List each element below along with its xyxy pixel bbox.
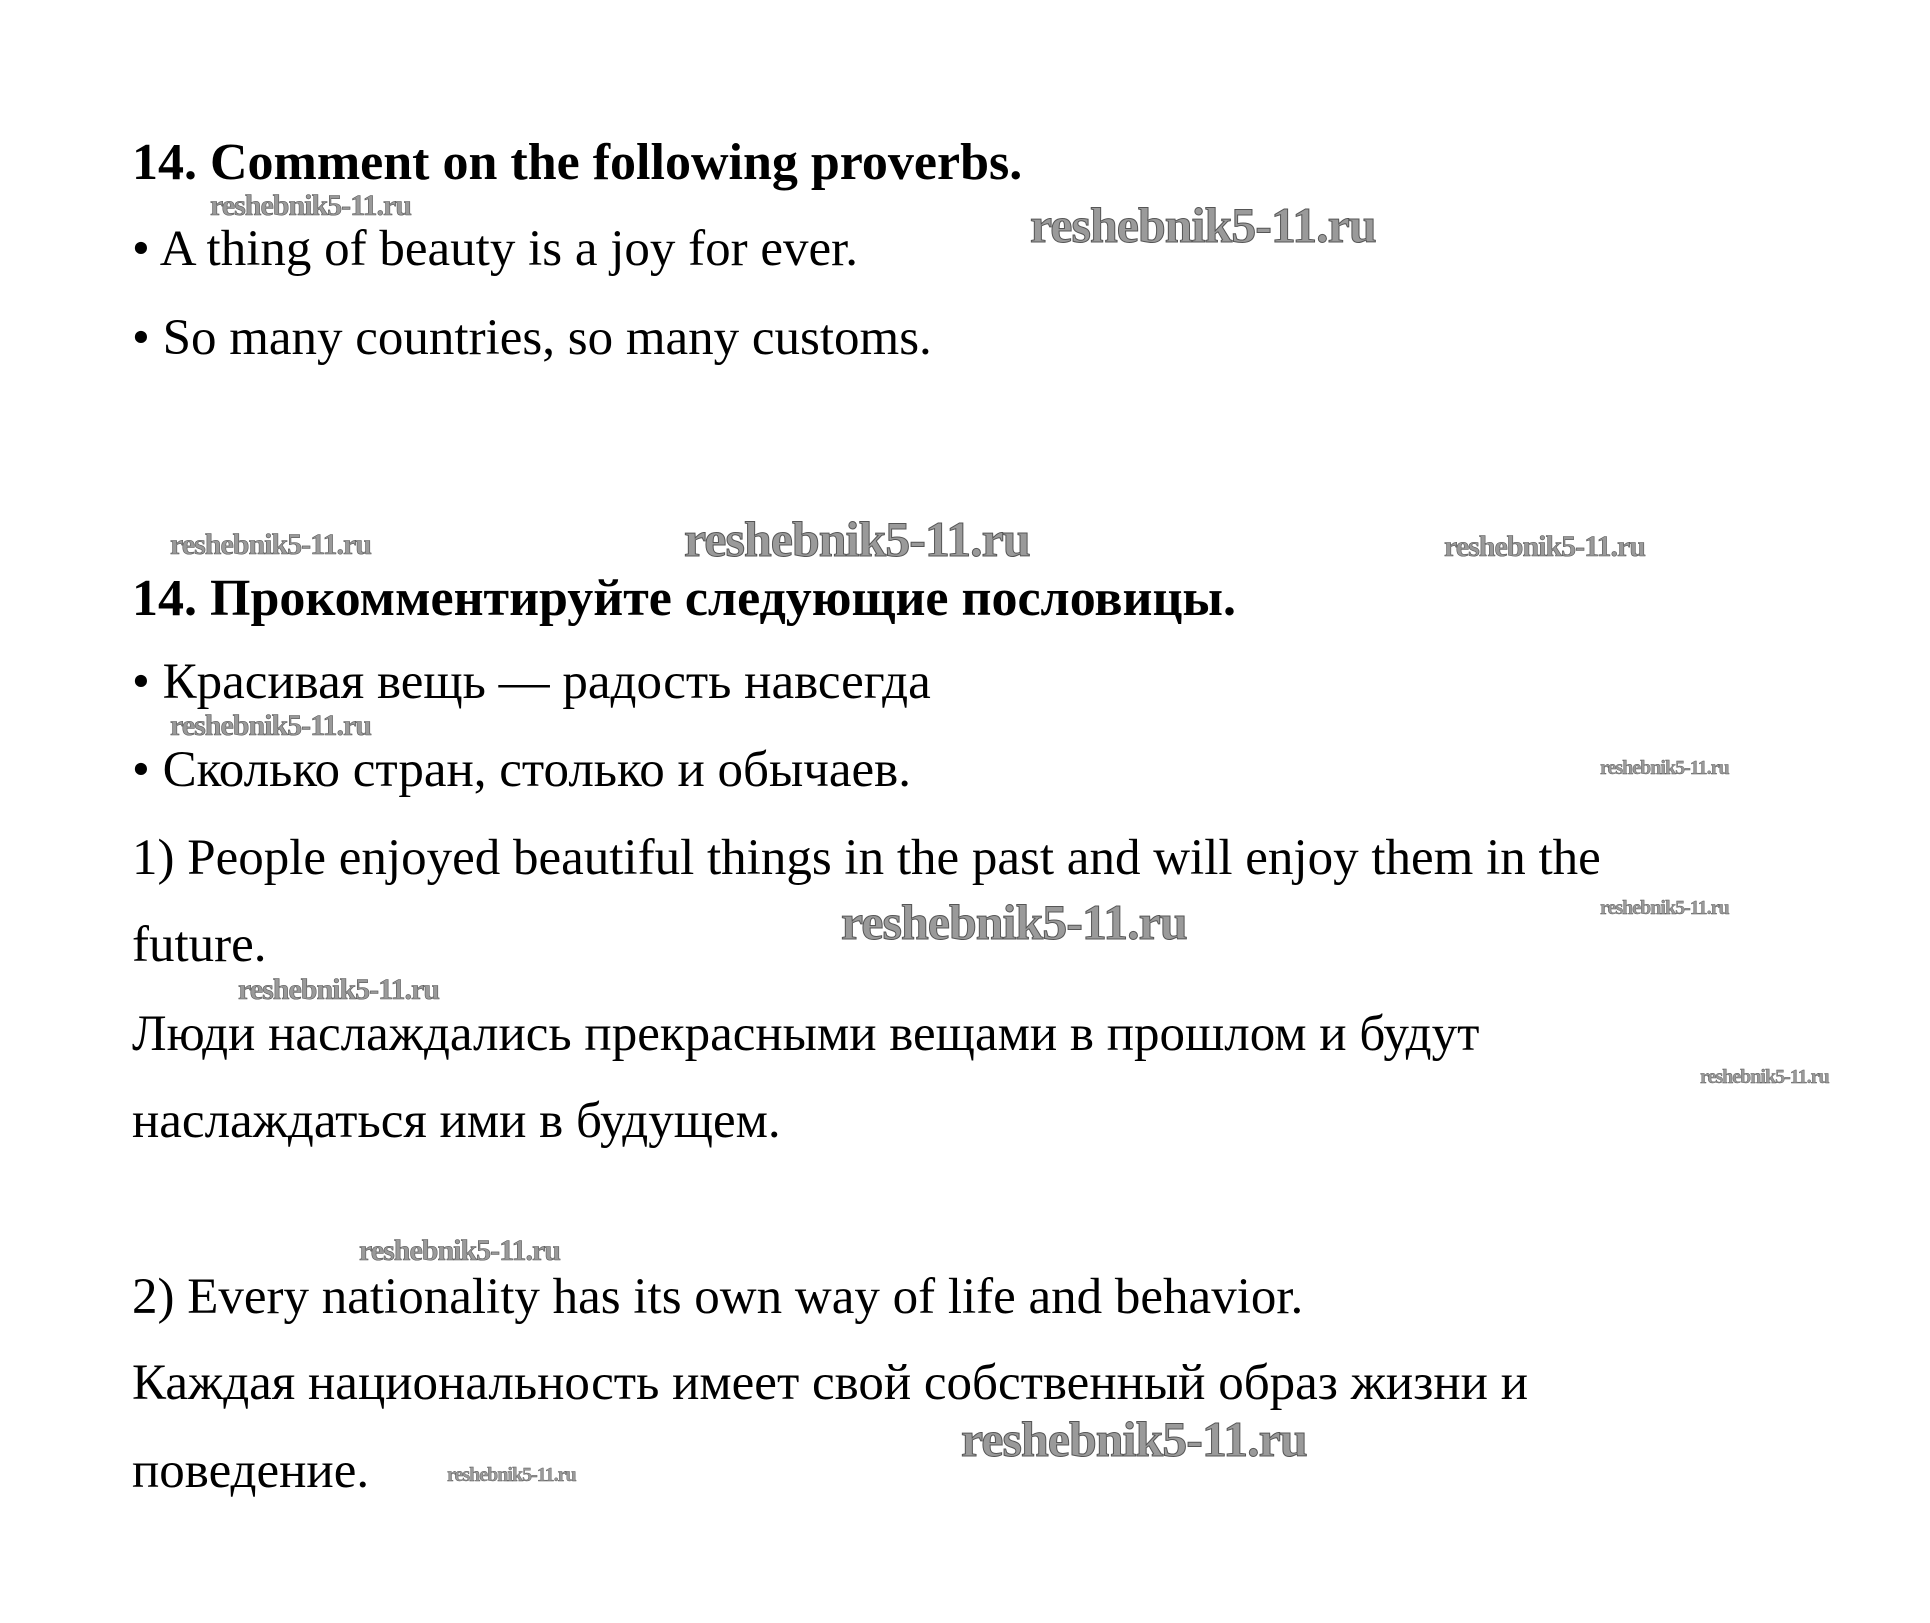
watermark: reshebnik5-11.ru <box>961 1411 1307 1467</box>
answer-1-russian: Люди наслаждались прекрасными вещами в прошлом и будут <box>132 1006 1480 1062</box>
watermark: reshebnik5-11.ru <box>210 189 411 222</box>
answer-2-english: 2) Every nationality has its own way of life and behavior. <box>132 1269 1304 1325</box>
answer-1-english: 1) People enjoyed beautiful things in the past and will enjoy them in the <box>132 830 1601 886</box>
watermark: reshebnik5-11.ru <box>1600 757 1729 779</box>
english-heading: 14. Comment on the following proverbs. <box>132 134 1023 191</box>
answer-2-russian: Каждая национальность имеет свой собственный образ жизни и <box>132 1355 1529 1411</box>
watermark: reshebnik5-11.ru <box>238 973 439 1006</box>
watermark: reshebnik5-11.ru <box>170 709 371 742</box>
watermark: reshebnik5-11.ru <box>359 1234 560 1267</box>
english-proverb: • So many countries, so many customs. <box>132 310 932 366</box>
watermark: reshebnik5-11.ru <box>447 1464 576 1486</box>
watermark: reshebnik5-11.ru <box>684 511 1030 567</box>
english-proverb: • A thing of beauty is a joy for ever. <box>132 221 859 277</box>
watermark: reshebnik5-11.ru <box>1444 530 1645 563</box>
watermark: reshebnik5-11.ru <box>1030 197 1376 253</box>
watermark: reshebnik5-11.ru <box>1600 897 1729 919</box>
russian-proverb: • Сколько стран, столько и обычаев. <box>132 742 911 798</box>
answer-2-russian: поведение. <box>132 1443 370 1499</box>
russian-heading: 14. Прокомментируйте следующие пословицы. <box>132 570 1237 627</box>
answer-1-russian: наслаждаться ими в будущем. <box>132 1093 781 1149</box>
watermark: reshebnik5-11.ru <box>841 894 1187 950</box>
watermark: reshebnik5-11.ru <box>1700 1066 1829 1088</box>
russian-proverb: • Красивая вещь — радость навсегда <box>132 654 931 710</box>
answer-1-english: future. <box>132 917 267 973</box>
watermark: reshebnik5-11.ru <box>170 528 371 561</box>
